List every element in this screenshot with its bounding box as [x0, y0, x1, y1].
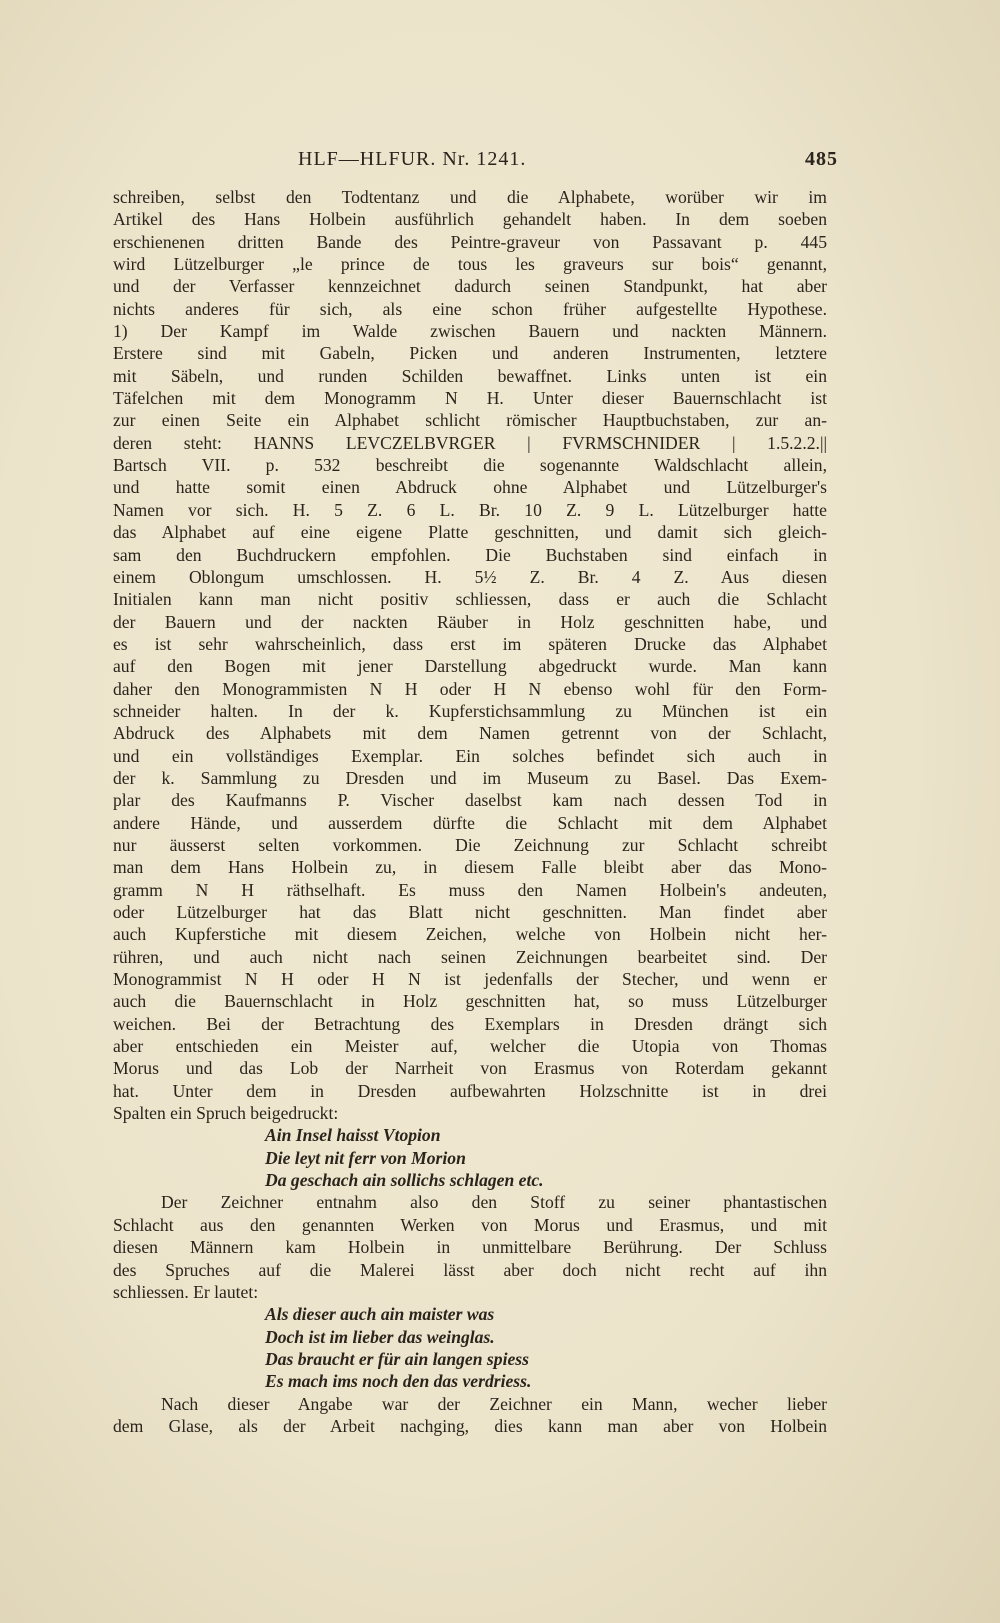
text-line: und ein vollständiges Exemplar. Ein solches befindet sich auch in	[113, 745, 827, 766]
text-line: Initialen kann man nicht positiv schliessen, dass er auch die Schlacht	[113, 589, 827, 610]
text-line: Spalten ein Spruch beigedruckt:	[113, 1103, 339, 1124]
text-line: wird Lützelburger „le prince de tous les graveurs sur bois“ genannt,	[113, 254, 827, 275]
text-line: schliessen. Er lautet:	[113, 1281, 259, 1302]
text-line: daher den Monogrammisten N H oder H N ebenso wohl für den Form-	[113, 678, 827, 699]
verse-line: Als dieser auch ain maister was	[265, 1304, 495, 1325]
text-line: deren steht: HANNS LEVCZELBVRGER | FVRMSCHNIDER | 1.5.2.2.||	[113, 432, 827, 453]
text-line: Täfelchen mit dem Monogramm N H. Unter dieser Bauernschlacht ist	[113, 388, 827, 409]
running-head: HLF—HLFUR. Nr. 1241.	[298, 148, 527, 170]
text-line: weichen. Bei der Betrachtung des Exemplars in Dresden drängt sich	[113, 1013, 827, 1034]
text-line: mit Säbeln, und runden Schilden bewaffnet. Links unten ist ein	[113, 365, 827, 386]
text-line: zur einen Seite ein Alphabet schlicht römischer Hauptbuchstaben, zur an-	[113, 410, 827, 431]
text-line: sam den Buchdruckern empfohlen. Die Buchstaben sind einfach in	[113, 544, 827, 565]
verse-line: Ain Insel haisst Vtopion	[265, 1125, 441, 1146]
text-line: einem Oblongum umschlossen. H. 5½ Z. Br. 4 Z. Aus diesen	[113, 566, 827, 587]
text-line: erschienenen dritten Bande des Peintre-graveur von Passavant p. 445	[113, 231, 827, 252]
text-line: der k. Sammlung zu Dresden und im Museum zu Basel. Das Exem-	[113, 767, 827, 788]
text-line: Morus und das Lob der Narrheit von Erasmus von Roterdam gekannt	[113, 1058, 827, 1079]
text-line: Abdruck des Alphabets mit dem Namen getrennt von der Schlacht,	[113, 723, 827, 744]
verse-line: Die leyt nit ferr von Morion	[265, 1147, 466, 1168]
text-line: diesen Männern kam Holbein in unmittelbare Berührung. Der Schluss	[113, 1237, 827, 1258]
text-line: hat. Unter dem in Dresden aufbewahrten Holzschnitte ist in drei	[113, 1080, 827, 1101]
text-line: auch die Bauernschlacht in Holz geschnitten hat, so muss Lützelburger	[113, 991, 827, 1012]
text-line: Schlacht aus den genannten Werken von Morus und Erasmus, und mit	[113, 1214, 827, 1235]
text-line: Nach dieser Angabe war der Zeichner ein Mann, wecher lieber	[161, 1393, 827, 1414]
text-line: auch Kupferstiche mit diesem Zeichen, welche von Holbein nicht her-	[113, 924, 827, 945]
text-line: plar des Kaufmanns P. Vischer daselbst kam nach dessen Tod in	[113, 790, 827, 811]
verse-line: Es mach ims noch den das verdriess.	[265, 1371, 532, 1392]
text-line: man dem Hans Holbein zu, in diesem Falle bleibt aber das Mono-	[113, 857, 827, 878]
text-line: das Alphabet auf eine eigene Platte geschnitten, und damit sich gleich-	[113, 522, 827, 543]
verse-line: Doch ist im lieber das weinglas.	[265, 1326, 495, 1347]
text-line: Monogrammist N H oder H N ist jedenfalls der Stecher, und wenn er	[113, 969, 827, 990]
text-line: schreiben, selbst den Todtentanz und die Alphabete, worüber wir im	[113, 187, 827, 207]
page-number: 485	[805, 148, 838, 170]
verse-line: Das braucht er für ain langen spiess	[265, 1348, 529, 1369]
text-line: schneider halten. In der k. Kupferstichsammlung zu München ist ein	[113, 700, 827, 721]
text-line: 1) Der Kampf im Walde zwischen Bauern und nackten Männern.	[113, 321, 827, 342]
text-line: auf den Bogen mit jener Darstellung abgedruckt wurde. Man kann	[113, 656, 827, 677]
text-line: Artikel des Hans Holbein ausführlich gehandelt haben. In dem soeben	[113, 209, 827, 230]
text-line: andere Hände, und ausserdem dürfte die Schlacht mit dem Alphabet	[113, 812, 827, 833]
text-line: der Bauern und der nackten Räuber in Holz geschnitten habe, und	[113, 611, 827, 632]
text-line: rühren, und auch nicht nach seinen Zeichnungen bearbeitet sind. Der	[113, 946, 827, 967]
text-line: und hatte somit einen Abdruck ohne Alphabet und Lützelburger's	[113, 477, 827, 498]
text-line: Bartsch VII. p. 532 beschreibt die sogenannte Waldschlacht allein,	[113, 455, 827, 476]
page-header	[298, 148, 838, 176]
text-line: dem Glase, als der Arbeit nachging, dies kann man aber von Holbein	[113, 1415, 827, 1436]
text-line: Erstere sind mit Gabeln, Picken und anderen Instrumenten, letztere	[113, 343, 827, 364]
text-line: gramm N H räthselhaft. Es muss den Namen Holbein's andeuten,	[113, 879, 827, 900]
text-line: oder Lützelburger hat das Blatt nicht geschnitten. Man findet aber	[113, 902, 827, 922]
body-text	[113, 186, 827, 1437]
text-line: des Spruches auf die Malerei lässt aber doch nicht recht auf ihn	[113, 1259, 827, 1280]
text-line: und der Verfasser kennzeichnet dadurch seinen Standpunkt, hat aber	[113, 276, 827, 297]
text-line: Namen vor sich. H. 5 Z. 6 L. Br. 10 Z. 9 L. Lützelburger hatte	[113, 499, 827, 520]
text-line: aber entschieden ein Meister auf, welcher die Utopia von Thomas	[113, 1036, 827, 1057]
verse-line: Da geschach ain sollichs schlagen etc.	[265, 1170, 544, 1191]
text-line: Der Zeichner entnahm also den Stoff zu seiner phantastischen	[161, 1192, 827, 1213]
text-line: es ist sehr wahrscheinlich, dass erst im späteren Drucke das Alphabet	[113, 633, 827, 654]
text-line: nur äusserst selten vorkommen. Die Zeichnung zur Schlacht schreibt	[113, 834, 827, 855]
text-line: nichts anderes für sich, als eine schon früher aufgestellte Hypothese.	[113, 298, 827, 319]
